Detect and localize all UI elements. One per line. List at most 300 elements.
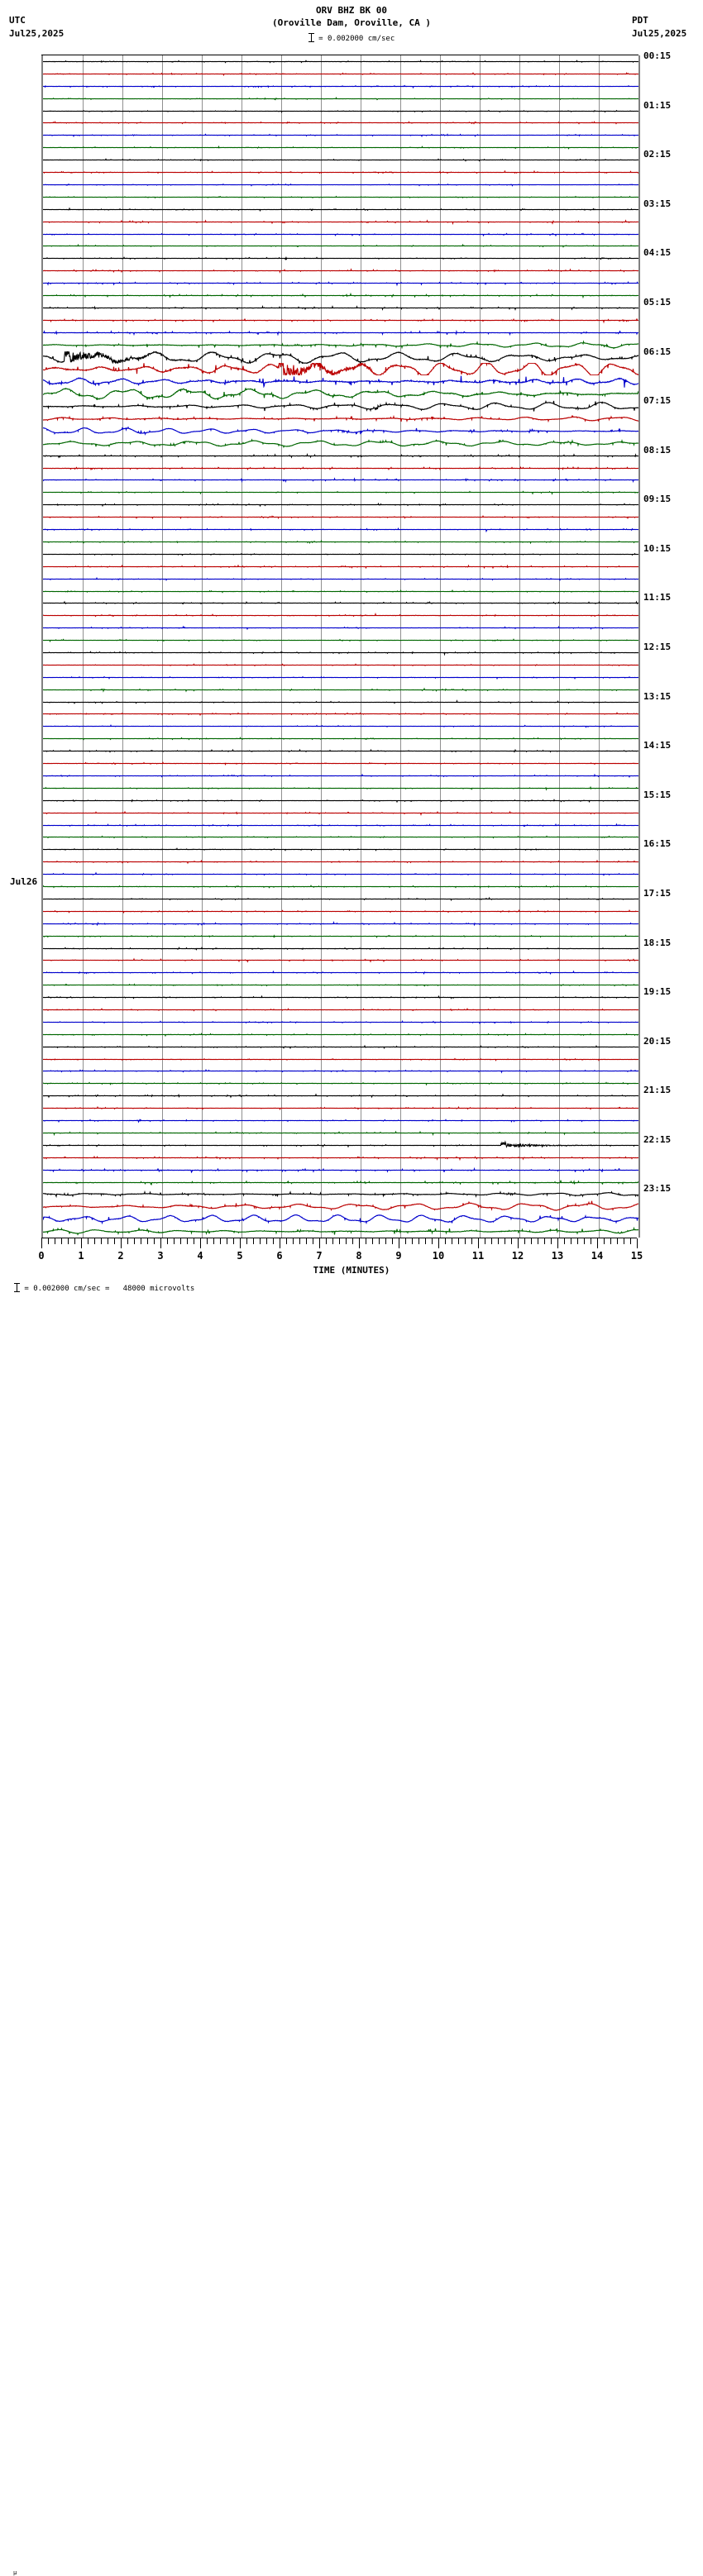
seismic-trace: [43, 73, 638, 74]
seismic-trace: [43, 1215, 638, 1224]
seismic-trace: [43, 294, 638, 298]
seismic-trace: [43, 738, 638, 740]
seismic-trace: [43, 1180, 638, 1184]
x-axis-minor-tick: [286, 1238, 287, 1244]
seismic-trace: [43, 1120, 638, 1122]
seismic-trace: [43, 689, 638, 691]
trace-row: [43, 486, 638, 499]
pdt-hour-label: 17:15: [643, 887, 672, 899]
x-axis-major-tick: [637, 1238, 638, 1248]
seismic-trace: [43, 1192, 638, 1196]
seismic-trace: [43, 110, 638, 112]
x-axis-minor-tick: [458, 1238, 459, 1244]
trace-row: [43, 757, 638, 770]
pdt-date-label: Jul25,2025: [632, 28, 687, 39]
x-axis-tick-label: 1: [78, 1250, 84, 1262]
pdt-hour-label: 02:15: [643, 149, 672, 160]
x-axis-minor-tick: [74, 1238, 75, 1244]
trace-row: [43, 1164, 638, 1176]
x-axis-tick-label: 3: [157, 1250, 164, 1262]
trace-row: [43, 327, 638, 339]
trace-row: [43, 831, 638, 843]
seismic-trace: [43, 578, 638, 580]
seismic-trace: [43, 1071, 638, 1073]
trace-row: [43, 843, 638, 856]
x-axis-minor-tick: [432, 1238, 433, 1244]
trace-row: [43, 499, 638, 511]
x-axis-minor-tick: [392, 1238, 393, 1244]
pdt-hour-label: 06:15: [643, 346, 672, 357]
x-axis-tick-label: 13: [551, 1250, 564, 1262]
seismic-trace: [43, 171, 638, 173]
pdt-hour-label: 22:15: [643, 1133, 672, 1145]
seismic-trace: [43, 122, 638, 124]
x-axis-minor-tick: [213, 1238, 214, 1244]
seismic-trace: [43, 898, 638, 899]
trace-row: [43, 880, 638, 893]
trace-row: [43, 166, 638, 179]
x-axis-minor-tick: [346, 1238, 347, 1244]
seismic-trace: [43, 701, 638, 704]
x-axis-tick-label: 2: [117, 1250, 124, 1262]
seismic-trace: [43, 147, 638, 149]
pdt-hour-label: 15:15: [643, 789, 672, 800]
seismic-trace: [43, 401, 638, 412]
trace-row: [43, 216, 638, 228]
trace-row: [43, 609, 638, 622]
seismic-trace: [43, 246, 638, 247]
pdt-hour-label: 08:15: [643, 444, 672, 456]
trace-row: [43, 351, 638, 364]
trace-row: [43, 1077, 638, 1090]
pdt-hour-label: 19:15: [643, 986, 672, 998]
x-axis-major-tick: [240, 1238, 241, 1248]
seismic-trace: [43, 676, 638, 678]
seismic-trace: [43, 221, 638, 223]
trace-row: [43, 536, 638, 548]
trace-row: [43, 1139, 638, 1152]
x-axis-tick-label: 12: [511, 1250, 524, 1262]
seismic-trace: [43, 160, 638, 161]
station-location: (Oroville Dam, Oroville, CA ): [271, 17, 432, 28]
amplitude-bar-icon: [308, 33, 314, 42]
x-axis-tick-label: 5: [237, 1250, 243, 1262]
seismic-trace: [43, 270, 638, 272]
x-axis-minor-tick: [174, 1238, 175, 1244]
seismic-trace: [43, 837, 638, 838]
x-axis-minor-tick: [134, 1238, 135, 1244]
trace-row: [43, 93, 638, 105]
header-scale-note: [0, 33, 703, 43]
seismic-trace: [43, 885, 638, 887]
trace-row: [43, 1090, 638, 1102]
trace-row: [43, 684, 638, 696]
pdt-hour-label: 05:15: [643, 296, 672, 308]
trace-row: [43, 388, 638, 400]
trace-row: [43, 942, 638, 955]
x-axis-minor-tick: [180, 1238, 181, 1244]
seismic-trace: [43, 233, 638, 235]
trace-row: [43, 585, 638, 598]
x-axis-minor-tick: [246, 1238, 247, 1244]
trace-row: [43, 1213, 638, 1225]
seismic-trace: [43, 713, 638, 715]
x-axis-major-tick: [518, 1238, 519, 1248]
trace-row: [43, 659, 638, 671]
trace-row: [43, 302, 638, 314]
x-axis-major-tick: [438, 1238, 439, 1248]
trace-row: [43, 1114, 638, 1127]
x-axis-minor-tick: [339, 1238, 340, 1244]
seismic-trace: [43, 775, 638, 776]
x-axis-minor-tick: [61, 1238, 62, 1244]
trace-row: [43, 646, 638, 659]
x-axis-minor-tick: [127, 1238, 128, 1244]
x-axis-minor-tick: [220, 1238, 221, 1244]
seismic-trace: [43, 750, 638, 751]
trace-row: [43, 979, 638, 991]
trace-row: [43, 314, 638, 327]
trace-row: [43, 745, 638, 757]
trace-row: [43, 105, 638, 117]
trace-row: [43, 991, 638, 1004]
seismic-trace: [43, 517, 638, 518]
x-axis-tick-label: 4: [197, 1250, 203, 1262]
x-axis-minor-tick: [498, 1238, 499, 1244]
trace-row: [43, 425, 638, 437]
trace-row: [43, 954, 638, 966]
seismic-trace: [43, 135, 638, 136]
seismic-trace: [43, 184, 638, 186]
x-axis-major-tick: [478, 1238, 479, 1248]
day-break-label: Jul26: [10, 875, 38, 887]
seismic-trace: [43, 467, 638, 470]
trace-row: [43, 868, 638, 880]
trace-row: [43, 708, 638, 720]
trace-row: [43, 732, 638, 745]
trace-row: [43, 1053, 638, 1066]
seismic-trace: [43, 61, 638, 63]
x-axis-minor-tick: [352, 1238, 353, 1244]
trace-row: [43, 1188, 638, 1200]
x-axis-minor-tick: [551, 1238, 552, 1244]
seismic-trace: [43, 1046, 638, 1047]
x-axis-minor-tick: [385, 1238, 386, 1244]
x-axis-minor-tick: [253, 1238, 254, 1244]
seismic-trace: [43, 341, 638, 348]
pdt-hour-label: 04:15: [643, 247, 672, 259]
x-axis-major-tick: [200, 1238, 201, 1248]
trace-row: [43, 252, 638, 265]
trace-row: [43, 1004, 638, 1016]
seismic-trace: [43, 1083, 638, 1085]
trace-row: [43, 1041, 638, 1053]
seismic-trace: [43, 318, 638, 322]
trace-row: [43, 474, 638, 486]
x-axis-minor-tick: [68, 1238, 69, 1244]
trace-row: [43, 265, 638, 277]
seismic-trace: [43, 427, 638, 434]
seismic-trace: [43, 208, 638, 210]
pdt-hour-label: 23:15: [643, 1183, 672, 1195]
x-axis-minor-tick: [266, 1238, 267, 1244]
trace-row: [43, 930, 638, 942]
x-axis-minor-tick: [187, 1238, 188, 1244]
pdt-hour-label: 20:15: [643, 1035, 672, 1047]
x-axis-minor-tick: [332, 1238, 333, 1244]
trace-row: [43, 720, 638, 732]
trace-row: [43, 819, 638, 832]
x-axis-minor-tick: [412, 1238, 413, 1244]
station-title: ORV BHZ BK 00: [315, 5, 388, 16]
seismic-trace: [43, 1132, 638, 1134]
seismic-trace: [43, 331, 638, 335]
trace-row: [43, 1200, 638, 1213]
seismic-trace: [43, 86, 638, 88]
x-axis-major-tick: [121, 1238, 122, 1248]
x-axis-tick-label: 14: [591, 1250, 604, 1262]
x-axis-minor-tick: [233, 1238, 234, 1244]
trace-row: [43, 117, 638, 129]
trace-row: [43, 1127, 638, 1139]
seismic-trace: [43, 726, 638, 727]
x-axis-minor-tick: [524, 1238, 525, 1244]
trace-row: [43, 893, 638, 905]
trace-row: [43, 1028, 638, 1041]
seismic-trace: [43, 799, 638, 801]
trace-row: [43, 1152, 638, 1164]
trace-row: [43, 671, 638, 684]
trace-row: [43, 807, 638, 819]
pdt-hour-label: 09:15: [643, 494, 672, 505]
trace-row: [43, 179, 638, 191]
pdt-hour-label: 12:15: [643, 642, 672, 652]
x-axis-tick-label: 15: [630, 1250, 643, 1262]
x-axis-minor-tick: [167, 1238, 168, 1244]
seismic-trace: [43, 1201, 638, 1210]
trace-row: [43, 154, 638, 166]
x-axis-tick-label: 10: [432, 1250, 445, 1262]
seismic-trace: [43, 554, 638, 556]
seismic-trace: [43, 492, 638, 494]
seismic-trace: [43, 197, 638, 198]
x-axis-minor-tick: [299, 1238, 300, 1244]
seismic-trace: [43, 590, 638, 592]
seismic-trace: [43, 479, 638, 481]
trace-row: [43, 1102, 638, 1114]
seismic-trace: [43, 351, 638, 363]
x-axis-tick-label: 6: [276, 1250, 283, 1262]
trace-row: [43, 240, 638, 252]
trace-row: [43, 622, 638, 634]
trace-row: [43, 1065, 638, 1077]
x-axis-tick-label: 11: [471, 1250, 485, 1262]
trace-row: [43, 918, 638, 930]
trace-row: [43, 129, 638, 141]
x-axis-major-tick: [81, 1238, 82, 1248]
x-axis-minor-tick: [154, 1238, 155, 1244]
trace-row: [43, 561, 638, 573]
footer-scale-text: = 0.002000 cm/sec = 48000 microvolts: [24, 1285, 195, 1293]
header-scale-text: = 0.002000 cm/sec: [318, 35, 395, 43]
seismic-trace: [43, 935, 638, 937]
x-axis-major-tick: [359, 1238, 360, 1248]
seismic-trace: [43, 603, 638, 604]
pdt-hour-label: 16:15: [643, 838, 672, 850]
trace-row: [43, 966, 638, 979]
seismic-trace: [43, 947, 638, 949]
trace-row: [43, 375, 638, 388]
trace-row: [43, 450, 638, 462]
trace-row: [43, 400, 638, 413]
trace-row: [43, 191, 638, 203]
trace-row: [43, 511, 638, 523]
seismogram-plot[interactable]: [41, 55, 640, 1238]
pdt-hour-label: 18:15: [643, 937, 672, 948]
seismic-trace: [43, 307, 638, 309]
trace-row: [43, 55, 638, 68]
seismic-trace: [43, 824, 638, 826]
seismic-trace: [43, 1095, 638, 1097]
seismic-trace: [43, 440, 638, 447]
x-axis-minor-tick: [577, 1238, 578, 1244]
trace-row: [43, 339, 638, 351]
x-axis-major-tick: [597, 1238, 598, 1248]
seismic-trace: [43, 376, 638, 388]
x-axis-minor-tick: [491, 1238, 492, 1244]
x-axis-minor-tick: [465, 1238, 466, 1244]
x-axis-minor-tick: [544, 1238, 545, 1244]
x-axis-title: TIME (MINUTES): [313, 1265, 390, 1276]
x-axis-minor-tick: [531, 1238, 532, 1244]
trace-row: [43, 413, 638, 425]
seismic-trace: [43, 1228, 638, 1234]
pdt-hour-label: 07:15: [643, 395, 672, 407]
x-axis-major-tick: [319, 1238, 320, 1248]
seismic-trace: [43, 1033, 638, 1035]
x-axis-minor-tick: [405, 1238, 406, 1244]
seismic-trace: [43, 1168, 638, 1172]
x-axis-minor-tick: [94, 1238, 95, 1244]
x-axis-major-tick: [160, 1238, 161, 1248]
x-axis-minor-tick: [273, 1238, 274, 1244]
x-axis-minor-tick: [379, 1238, 380, 1244]
x-axis-minor-tick: [511, 1238, 512, 1244]
trace-row: [43, 289, 638, 302]
pdt-hour-label: 14:15: [643, 740, 672, 751]
x-axis-minor-tick: [48, 1238, 49, 1244]
trace-row: [43, 794, 638, 807]
x-axis-minor-tick: [147, 1238, 148, 1244]
trace-row: [43, 462, 638, 475]
seismic-trace: [43, 763, 638, 765]
pdt-hour-label: 11:15: [643, 592, 672, 603]
trace-row: [43, 597, 638, 609]
trace-row: [43, 1225, 638, 1238]
seismic-trace: [43, 627, 638, 628]
pdt-hour-label: 21:15: [643, 1085, 672, 1096]
trace-row: [43, 770, 638, 782]
x-axis-major-tick: [41, 1238, 42, 1248]
trace-row: [43, 228, 638, 241]
pdt-hour-label: 10:15: [643, 542, 672, 554]
pdt-hour-label: 01:15: [643, 99, 672, 111]
x-axis-tick-label: 8: [356, 1250, 362, 1262]
seismic-trace: [43, 1142, 638, 1147]
trace-row: [43, 1016, 638, 1028]
pdt-hour-label: 13:15: [643, 690, 672, 702]
seismic-trace: [43, 364, 638, 375]
x-axis-tick-label: 7: [316, 1250, 323, 1262]
seismic-trace: [43, 972, 638, 974]
x-axis-minor-tick: [306, 1238, 307, 1244]
trace-row: [43, 68, 638, 80]
x-axis-minor-tick: [114, 1238, 115, 1244]
x-axis-minor-tick: [564, 1238, 565, 1244]
seismic-trace: [43, 614, 638, 616]
x-axis-minor-tick: [425, 1238, 426, 1244]
x-axis-minor-tick: [445, 1238, 446, 1244]
seismic-trace: [43, 812, 638, 814]
pdt-hour-label: 03:15: [643, 198, 672, 209]
seismic-trace: [43, 910, 638, 912]
trace-row: [43, 856, 638, 868]
trace-row: [43, 782, 638, 794]
x-axis-tick-label: 9: [395, 1250, 402, 1262]
seismic-trace: [43, 664, 638, 665]
x-axis-major-tick: [557, 1238, 558, 1248]
seismic-trace: [43, 504, 638, 507]
trace-row: [43, 905, 638, 918]
trace-row: [43, 437, 638, 450]
seismic-trace: [43, 258, 638, 260]
seismic-trace: [43, 98, 638, 99]
seismic-trace: [43, 1009, 638, 1010]
x-axis-minor-tick: [584, 1238, 585, 1244]
x-axis-minor-tick: [617, 1238, 618, 1244]
utc-date-label: Jul25,2025: [9, 28, 65, 39]
x-axis-minor-tick: [418, 1238, 419, 1244]
trace-row: [43, 203, 638, 216]
trace-row: [43, 1176, 638, 1189]
trace-row: [43, 696, 638, 708]
x-axis-minor-tick: [207, 1238, 208, 1244]
x-axis-minor-tick: [260, 1238, 261, 1244]
x-axis-minor-tick: [630, 1238, 631, 1244]
x-axis-minor-tick: [101, 1238, 102, 1244]
seismic-trace: [43, 565, 638, 568]
x-axis-minor-tick: [604, 1238, 605, 1244]
seismic-trace: [43, 455, 638, 457]
trace-row: [43, 573, 638, 585]
trace-container: [43, 55, 638, 1238]
seismic-trace: [43, 541, 638, 542]
x-axis-minor-tick: [471, 1238, 472, 1244]
trace-row: [43, 141, 638, 154]
seismic-trace: [43, 873, 638, 875]
seismic-trace: [43, 787, 638, 789]
utc-timezone-label: UTC: [9, 15, 26, 26]
x-axis-minor-tick: [326, 1238, 327, 1244]
x-axis-tick-label: 0: [38, 1250, 45, 1262]
seismic-trace: [43, 996, 638, 998]
pdt-timezone-label: PDT: [632, 15, 648, 26]
seismic-trace: [43, 415, 638, 422]
x-axis-minor-tick: [372, 1238, 373, 1244]
trace-row: [43, 363, 638, 375]
trace-row: [43, 634, 638, 646]
seismic-trace: [43, 388, 638, 399]
